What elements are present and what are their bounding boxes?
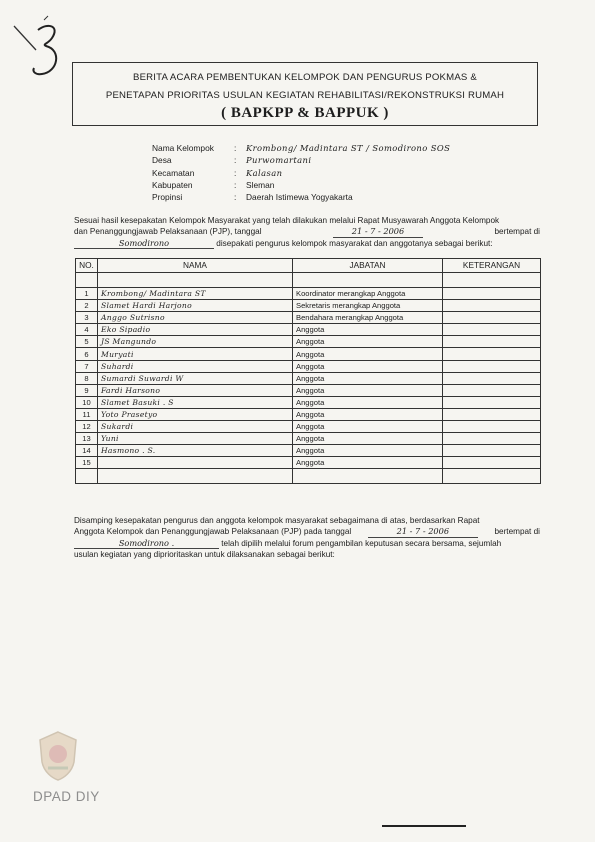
row-name: Sukardi xyxy=(98,421,293,433)
info-label: Propinsi xyxy=(152,191,183,202)
info-colon: : xyxy=(234,155,237,166)
table-row xyxy=(76,324,541,336)
table-row xyxy=(76,288,541,300)
row-no: 10 xyxy=(76,396,98,408)
row-note xyxy=(443,433,541,445)
info-row-district xyxy=(152,165,450,177)
header-note: KETERANGAN xyxy=(443,259,541,273)
row-role: Bendahara merangkap Anggota xyxy=(293,312,443,324)
paragraph-line: dan Penanggungjawab Pelaksanaan (PJP), tanggal xyxy=(74,227,262,237)
info-colon: : xyxy=(234,143,237,154)
info-value: Purwomartani xyxy=(246,155,312,166)
info-value: Daerah Istimewa Yogyakarta xyxy=(246,191,353,202)
title-line-2: PENETAPAN PRIORITAS USULAN KEGIATAN REHABILITASI/REKONSTRUKSI RUMAH xyxy=(105,90,505,101)
table-header-row xyxy=(76,259,541,273)
row-note xyxy=(443,384,541,396)
priority-paragraph xyxy=(74,515,540,561)
row-note xyxy=(443,360,541,372)
meeting-date: 21 - 7 - 2006 xyxy=(333,226,423,237)
info-row-regency xyxy=(152,178,450,190)
info-colon: : xyxy=(234,179,237,190)
row-role: Anggota xyxy=(293,360,443,372)
row-no: 4 xyxy=(76,324,98,336)
document-title-box xyxy=(72,62,538,126)
row-no: 12 xyxy=(76,421,98,433)
title-line-1: BERITA ACARA PEMBENTUKAN KELOMPOK DAN PENGURUS POKMAS & xyxy=(132,72,478,83)
table-row xyxy=(76,348,541,360)
bottom-scan-mark xyxy=(382,825,466,827)
info-label: Nama Kelompok xyxy=(152,143,214,154)
paragraph-line: disepakati pengurus kelompok masyarakat dan anggotanya sebagai berikut: xyxy=(216,238,493,248)
row-role: Anggota xyxy=(293,372,443,384)
row-role: Anggota xyxy=(293,433,443,445)
paragraph-line: usulan kegiatan yang diprioritaskan untuk dilaksanakan sebagai berikut: xyxy=(74,550,335,560)
meeting-date: 21 - 7 - 2006 xyxy=(368,526,478,537)
row-no: 7 xyxy=(76,360,98,372)
meeting-place: Somodirono . xyxy=(74,538,219,549)
row-name: Yuni xyxy=(98,433,293,445)
row-note xyxy=(443,396,541,408)
header-name: NAMA xyxy=(98,259,293,273)
handwritten-page-number xyxy=(8,14,68,84)
table-row xyxy=(76,457,541,469)
row-no: 13 xyxy=(76,433,98,445)
row-no: 14 xyxy=(76,445,98,457)
row-name: Eko Sipadio xyxy=(98,324,293,336)
row-no: 6 xyxy=(76,348,98,360)
paragraph-line: Disamping kesepakatan pengurus dan anggota kelompok masyarakat sebagaimana di atas, berdasarkan Rapat xyxy=(74,516,480,525)
row-note xyxy=(443,288,541,300)
row-role: Anggota xyxy=(293,324,443,336)
row-name xyxy=(98,457,293,469)
group-info xyxy=(152,141,450,202)
table-row xyxy=(76,421,541,433)
table-row xyxy=(76,372,541,384)
table-row xyxy=(76,433,541,445)
row-role: Sekretaris merangkap Anggota xyxy=(293,300,443,312)
row-name: Hasmono . S. xyxy=(98,445,293,457)
row-no: 15 xyxy=(76,457,98,469)
row-no: 1 xyxy=(76,288,98,300)
table-row xyxy=(76,384,541,396)
header-role: JABATAN xyxy=(293,259,443,273)
row-name: Yoto Prasetyo xyxy=(98,408,293,420)
row-no: 3 xyxy=(76,312,98,324)
row-note xyxy=(443,372,541,384)
table-row xyxy=(76,445,541,457)
info-row-province xyxy=(152,190,450,202)
row-name: Suhardi xyxy=(98,360,293,372)
row-note xyxy=(443,348,541,360)
row-note xyxy=(443,408,541,420)
info-label: Desa xyxy=(152,155,172,166)
row-name: Muryati xyxy=(98,348,293,360)
row-no: 8 xyxy=(76,372,98,384)
info-row-group-name xyxy=(152,141,450,153)
row-no: 11 xyxy=(76,408,98,420)
row-note xyxy=(443,445,541,457)
row-role: Anggota xyxy=(293,445,443,457)
info-colon: : xyxy=(234,167,237,178)
row-name: Fardi Harsono xyxy=(98,384,293,396)
info-value: Kalasan xyxy=(246,167,283,178)
paragraph-line: bertempat di xyxy=(494,227,540,237)
row-no: 9 xyxy=(76,384,98,396)
row-name: Krombong/ Madintara ST xyxy=(98,288,293,300)
row-role: Koordinator merangkap Anggota xyxy=(293,288,443,300)
row-name: Anggo Sutrisno xyxy=(98,312,293,324)
meeting-place: Somodirono xyxy=(74,238,214,249)
paragraph-line: Anggota Kelompok dan Penanggungjawab Pelaksanaan (PJP) pada tanggal xyxy=(74,527,352,537)
row-role: Anggota xyxy=(293,396,443,408)
agreement-paragraph xyxy=(74,215,540,249)
table-row xyxy=(76,300,541,312)
row-role: Anggota xyxy=(293,457,443,469)
row-name: Sumardi Suwardi W xyxy=(98,372,293,384)
table-row xyxy=(76,408,541,420)
paragraph-line: telah dipilih melalui forum pengambilan keputusan secara bersama, sejumlah xyxy=(221,538,502,548)
table-row xyxy=(76,336,541,348)
row-name: JS Mangundo xyxy=(98,336,293,348)
row-note xyxy=(443,336,541,348)
row-note xyxy=(443,300,541,312)
row-role: Anggota xyxy=(293,384,443,396)
row-no: 5 xyxy=(76,336,98,348)
row-role: Anggota xyxy=(293,348,443,360)
emblem-stamp xyxy=(30,728,86,784)
paragraph-line: bertempat di xyxy=(494,527,540,537)
row-role: Anggota xyxy=(293,408,443,420)
watermark: DPAD DIY xyxy=(33,789,100,804)
row-name: Slamet Basuki . S xyxy=(98,396,293,408)
row-note xyxy=(443,421,541,433)
table-spacer-row xyxy=(76,273,541,288)
header-no: NO. xyxy=(76,259,98,273)
info-label: Kecamatan xyxy=(152,167,195,178)
info-value: Krombong/ Madintara ST / Somodirono SOS xyxy=(246,143,451,154)
info-row-village xyxy=(152,153,450,165)
info-label: Kabupaten xyxy=(152,179,193,190)
table-spacer-row xyxy=(76,469,541,484)
row-role: Anggota xyxy=(293,421,443,433)
row-note xyxy=(443,324,541,336)
info-colon: : xyxy=(234,191,237,202)
row-no: 2 xyxy=(76,300,98,312)
table-row xyxy=(76,312,541,324)
title-abbreviation: ( BAPKPP & BAPPUK ) xyxy=(221,105,389,121)
table-row xyxy=(76,396,541,408)
row-name: Slamet Hardi Harjono xyxy=(98,300,293,312)
members-table xyxy=(75,258,541,484)
row-role: Anggota xyxy=(293,336,443,348)
paragraph-line: Sesuai hasil kesepakatan Kelompok Masyarakat yang telah dilakukan melalui Rapat Musyawarah Anggota Kelompok xyxy=(74,216,500,225)
info-value: Sleman xyxy=(246,179,275,190)
row-note xyxy=(443,312,541,324)
row-note xyxy=(443,457,541,469)
table-row xyxy=(76,360,541,372)
